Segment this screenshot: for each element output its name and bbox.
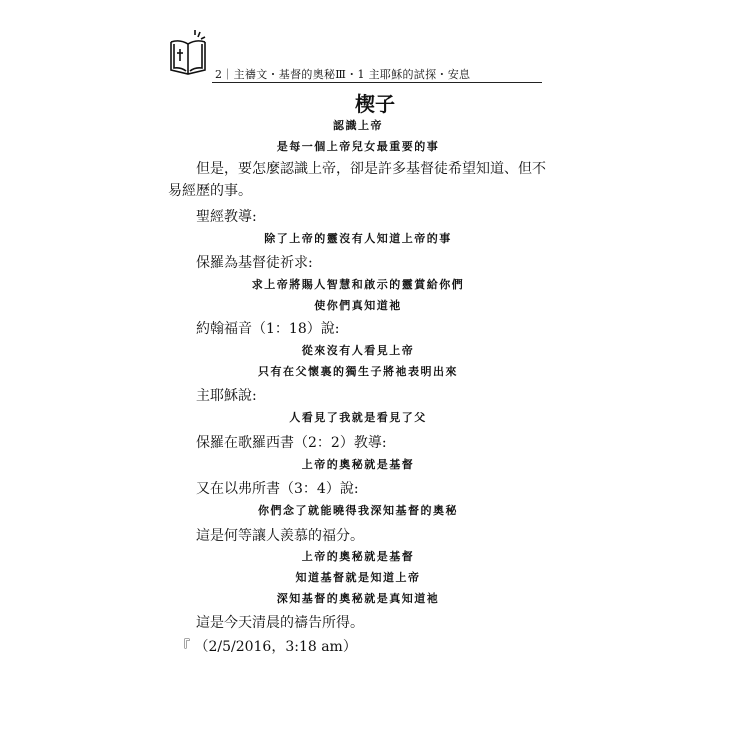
quote-7a: 上帝的奧秘就是基督 bbox=[301, 550, 415, 563]
intro-paragraph: 但是，要怎麼認識上帝，卻是許多基督徒希望知道、但不易經歷的事。 bbox=[168, 161, 546, 199]
subtitle-line-1: 認識上帝 bbox=[333, 119, 383, 132]
paragraph-7: 這是何等讓人羨慕的福分。 bbox=[196, 528, 364, 544]
quote-1: 除了上帝的靈沒有人知道上帝的事 bbox=[264, 232, 452, 245]
running-head: 2｜主禱文・基督的奧秘Ⅲ・1 主耶穌的試探・安息 bbox=[215, 68, 471, 81]
paragraph-1: 聖經教導: bbox=[196, 209, 257, 225]
chapter-title: 楔子 bbox=[355, 92, 395, 116]
quote-7b: 知道基督就是知道上帝 bbox=[295, 571, 421, 584]
subtitle-line-2: 是每一個上帝兒女最重要的事 bbox=[276, 140, 440, 153]
open-bible-logo-icon bbox=[168, 28, 208, 76]
quote-2a: 求上帝將賜人智慧和啟示的靈賞給你們 bbox=[251, 278, 465, 291]
paragraph-5: 保羅在歌羅西書（2：2）教導: bbox=[196, 435, 387, 451]
quote-3b: 只有在父懷裏的獨生子將祂表明出來 bbox=[258, 365, 458, 378]
paragraph-8: 這是今天清晨的禱告所得。 bbox=[196, 615, 364, 631]
date-stamp: 『 （2/5/2016，3:18 am） bbox=[176, 639, 357, 655]
quote-4: 人看見了我就是看見了父 bbox=[289, 411, 427, 424]
quote-2b: 使你們真知道祂 bbox=[314, 299, 402, 312]
paragraph-2: 保羅為基督徒祈求: bbox=[196, 255, 313, 271]
quote-6: 你們念了就能曉得我深知基督的奧秘 bbox=[258, 504, 458, 517]
paragraph-3: 約翰福音（1：18）說: bbox=[196, 321, 340, 337]
quote-3a: 從來沒有人看見上帝 bbox=[301, 344, 415, 357]
paragraph-4: 主耶穌說: bbox=[196, 388, 257, 404]
paragraph-6: 又在以弗所書（3：4）說: bbox=[196, 481, 359, 497]
header-rule bbox=[212, 82, 542, 83]
quote-7c: 深知基督的奧秘就是真知道祂 bbox=[276, 592, 440, 605]
quote-5: 上帝的奧秘就是基督 bbox=[301, 458, 415, 471]
